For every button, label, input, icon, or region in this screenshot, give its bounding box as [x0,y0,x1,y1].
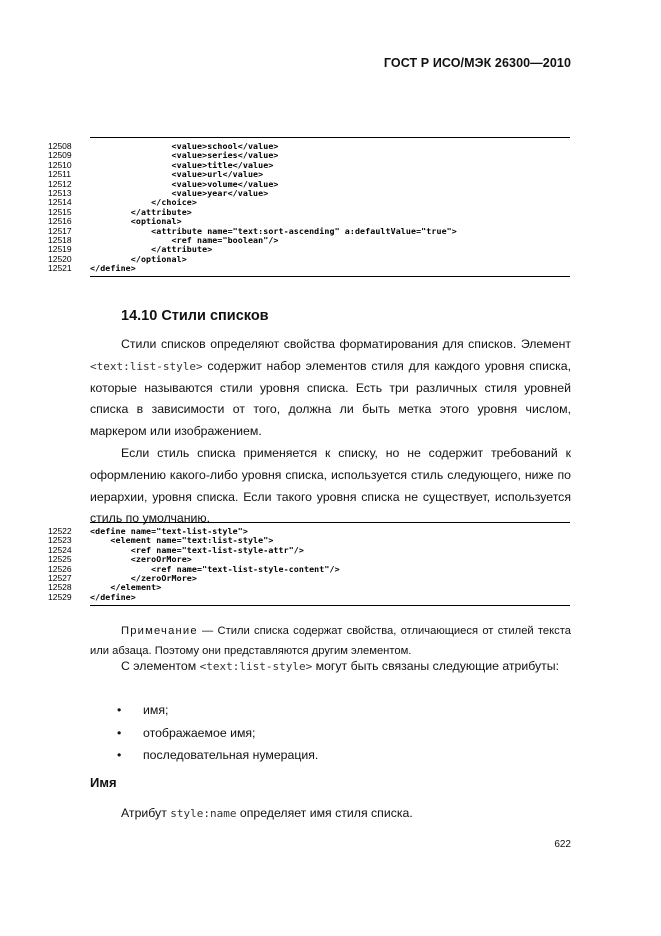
line-code: <define name="text-list-style"> [90,526,248,536]
line-number: 12529 [48,591,72,602]
line-number: 12517 [48,225,72,236]
bullet-icon: • [117,725,122,740]
line-number: 12521 [48,263,72,274]
subsection-title: Имя [90,775,117,790]
list-item [117,722,318,745]
line-number: 12513 [48,187,72,198]
code-bottom-rule [90,276,570,277]
line-number: 12516 [48,216,72,227]
paragraph-text: Стили списков определяют свойства форматирования для списков. Элемент [121,337,571,351]
code-lines [48,527,570,602]
inline-code: <text:list-style> [199,660,313,673]
list-item-text: отображаемое имя; [143,725,256,740]
line-code: <ref name="text-list-style-content"/> [90,563,340,574]
paragraph-text: содержит набор элементов стиля для каждого уровня списка, которые называются стили уровня списка. Есть три различных стиля уровней списка в зависимости от того, должна ли быть метка этого уровня числом, маркером или изображением. [90,358,571,439]
attribute-list [117,699,318,767]
line-code: <value>title</value> [90,159,274,170]
line-code: <value>series</value> [90,150,279,161]
line-code: <element name="text:list-style"> [90,535,274,546]
paragraph-text: Атрибут [121,806,171,820]
line-number: 12514 [48,197,72,208]
paragraph-intro [90,334,571,443]
paragraph-text: Если стиль списка применяется к списку, но не содержит требований к оформлению какого-либо уровня списка, используется стиль следующего, ниже по иерархии, уровня списка. Если такого уровня списка не существует, используется стиль по умолчанию. [90,446,571,526]
code-top-rule [90,522,570,523]
line-number: 12527 [48,572,72,583]
code-top-rule [90,137,570,138]
line-code: </define> [90,591,136,602]
line-number: 12512 [48,178,72,189]
list-item-text: имя; [143,703,169,718]
code-listing-1 [48,137,570,277]
code-listing-2 [48,522,570,606]
paragraph-fallback [90,443,571,530]
page-header: ГОСТ Р ИСО/МЭК 26300—2010 [383,56,571,70]
line-code: </attribute> [90,206,192,217]
line-number: 12520 [48,253,72,264]
line-number: 12509 [48,150,72,161]
line-code: <value>url</value> [90,169,264,180]
code-line [48,264,570,273]
page-number: 622 [554,839,571,850]
list-item-text: последовательная нумерация. [143,748,319,763]
code-line [48,593,570,602]
paragraph-text: С элементом [121,659,200,673]
list-item [117,744,318,767]
inline-code: <text:list-style> [90,359,203,373]
bullet-icon: • [117,748,122,763]
inline-code: style:name [170,807,237,820]
line-code: <zeroOrMore> [90,554,192,565]
line-number: 12524 [48,544,72,555]
bullet-icon: • [117,703,122,718]
line-number: 12519 [48,244,72,255]
line-number: 12523 [48,535,72,546]
line-code: <optional> [90,216,182,227]
line-code: <value>school</value> [90,141,279,151]
line-code: </element> [90,582,162,593]
line-code: </choice> [90,197,197,208]
line-code: <value>year</value> [90,187,269,198]
note [90,621,571,661]
paragraph-name-attr [90,803,571,825]
line-number: 12528 [48,582,72,593]
note-label: Примечание [121,625,198,637]
line-code: </zeroOrMore> [90,572,197,583]
line-number: 12526 [48,563,72,574]
section-title: 14.10 Стили списков [121,308,269,324]
code-lines [48,142,570,273]
line-code: </attribute> [90,244,213,255]
line-number: 12522 [48,526,72,536]
line-number: 12518 [48,234,72,245]
line-number: 12508 [48,141,72,151]
line-code: </optional> [90,253,187,264]
line-code: </define> [90,263,136,274]
paragraph-text: определяет имя стиля списка. [236,806,413,820]
note-text: — Стили списка содержат свойства, отличающиеся от стилей текста или абзаца. Поэтому они представляются другим элементом. [90,625,571,657]
paragraph-text: могут быть связаны следующие атрибуты: [312,659,560,673]
line-number: 12515 [48,206,72,217]
line-code: <ref name="text-list-style-attr"/> [90,544,304,555]
line-code: <value>volume</value> [90,178,279,189]
line-number: 12510 [48,159,72,170]
paragraph-attributes [90,656,571,678]
line-number: 12511 [48,169,72,180]
line-number: 12525 [48,554,72,565]
list-item [117,699,318,722]
code-bottom-rule [90,605,570,606]
line-code: <attribute name="text:sort-ascending" a:defaultValue="true"> [90,225,457,236]
line-code: <ref name="boolean"/> [90,234,279,245]
